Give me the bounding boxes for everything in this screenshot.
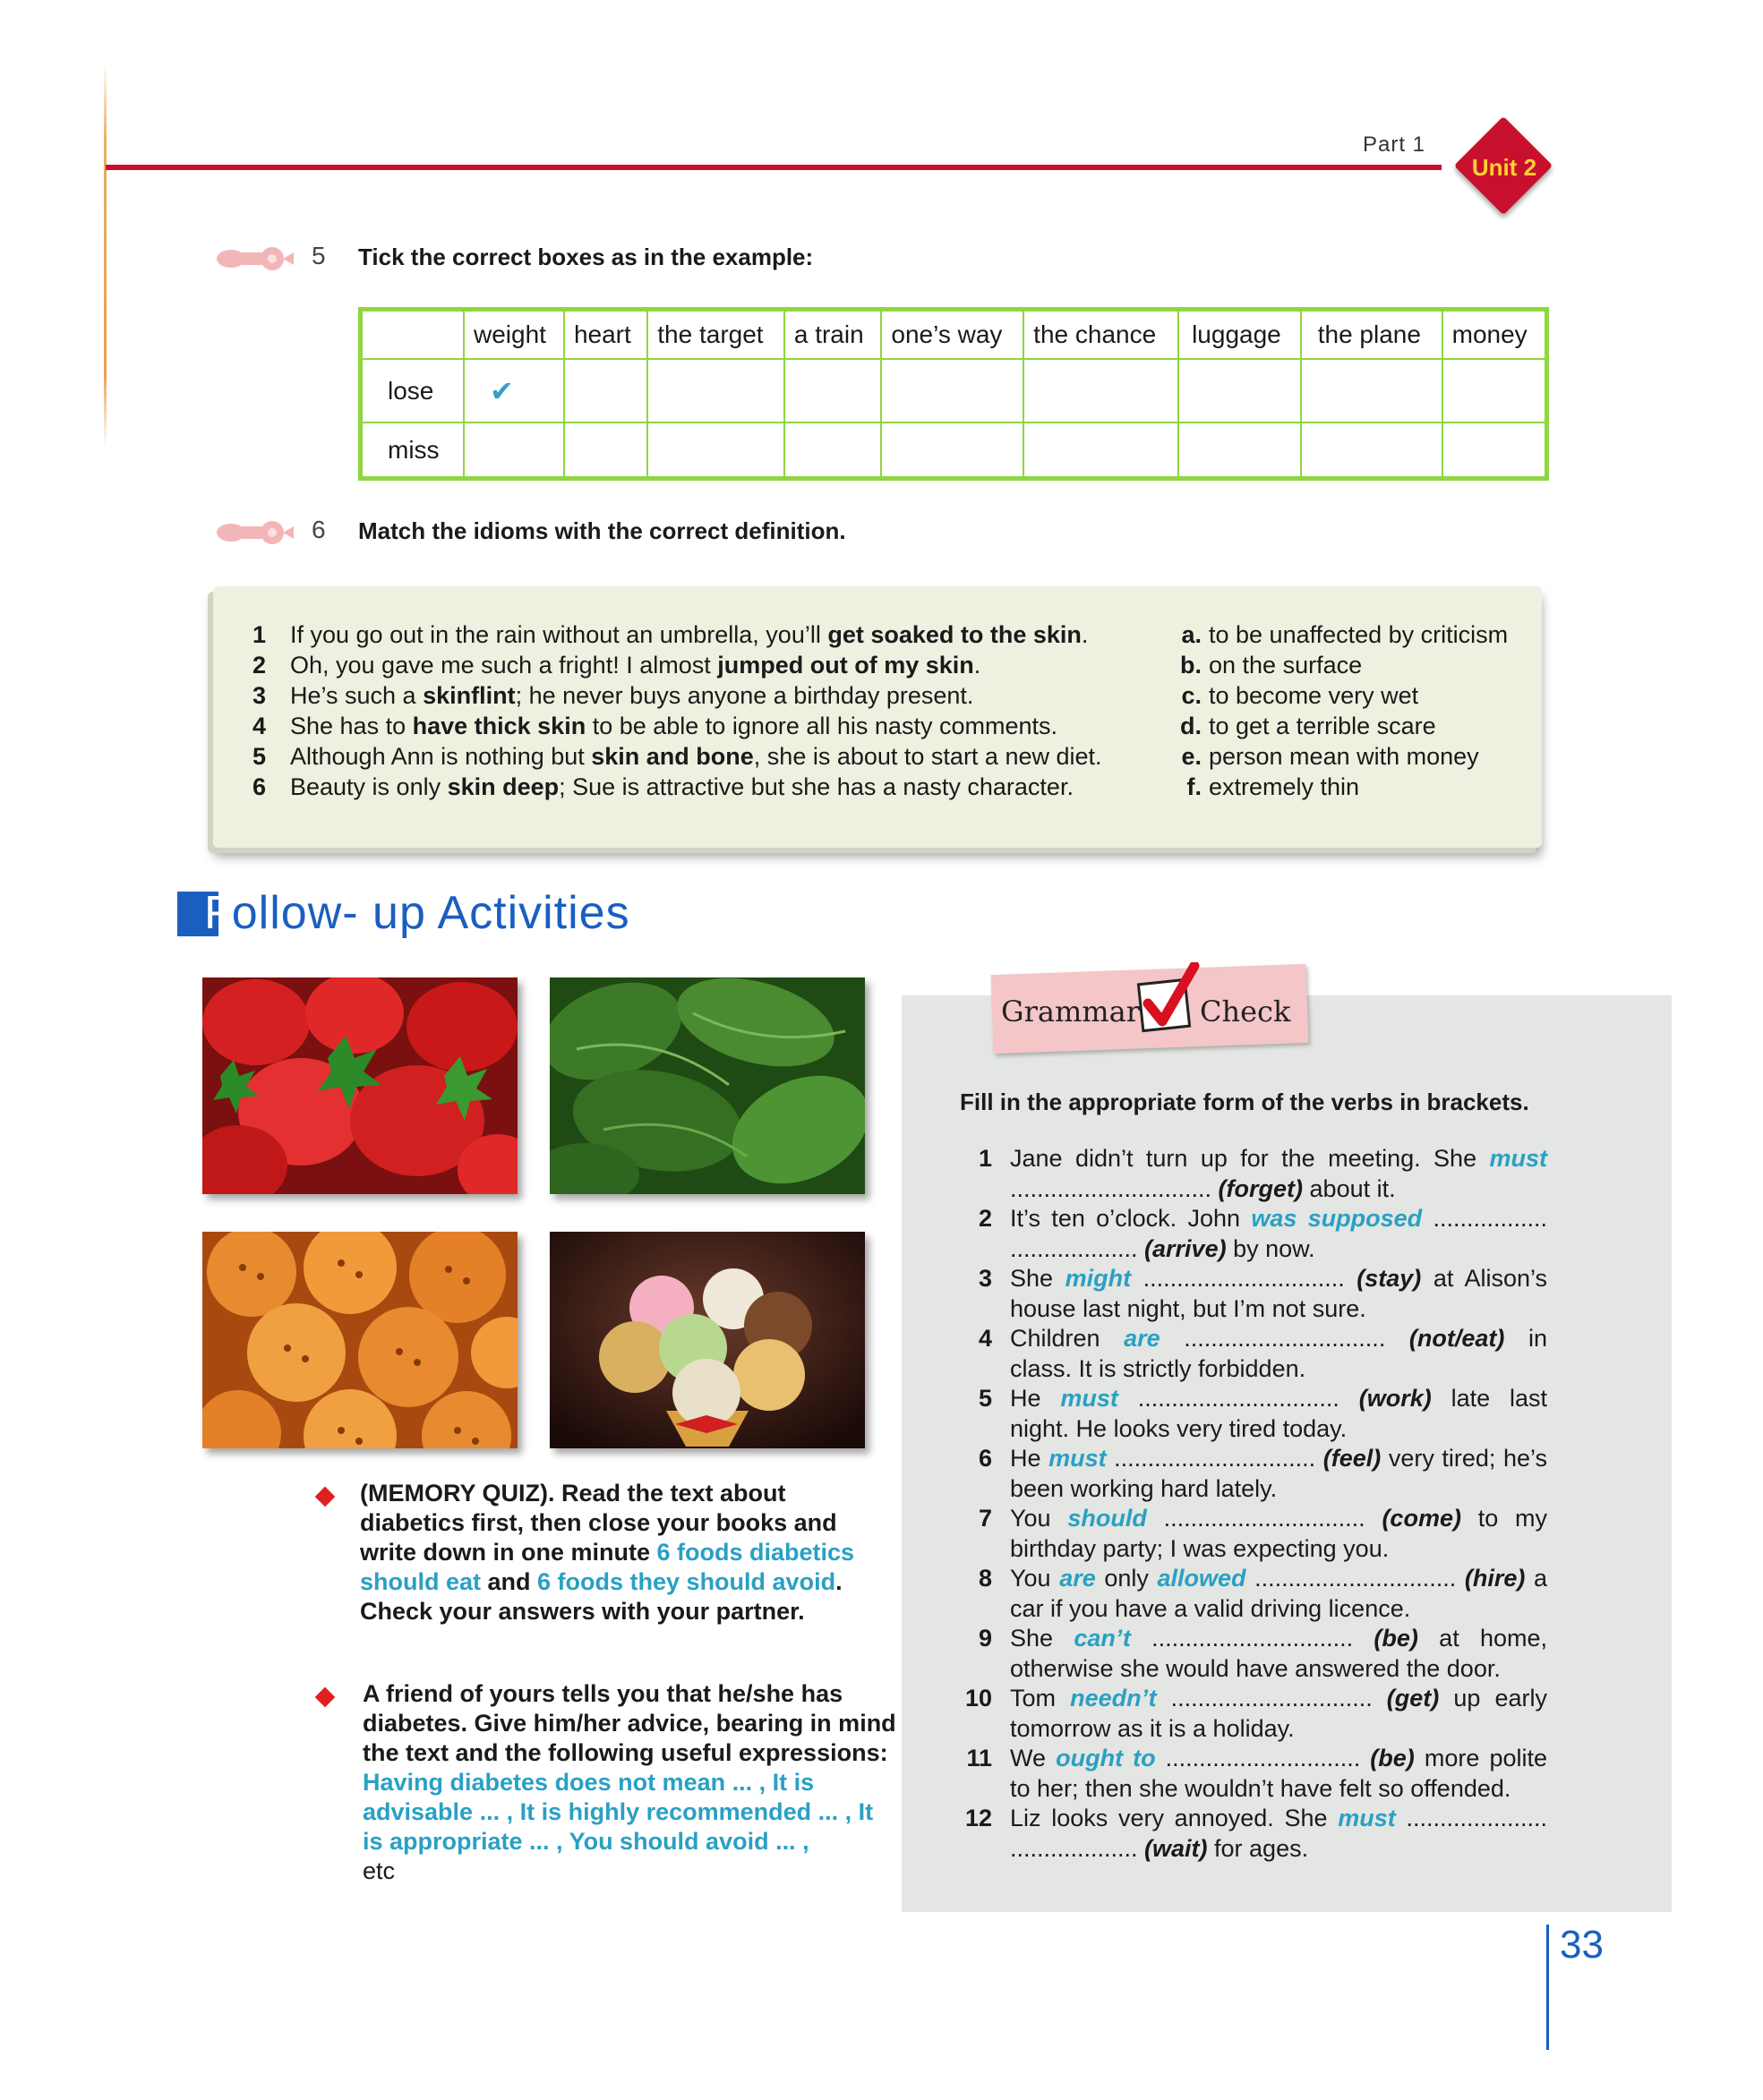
pointer-arrow-icon — [215, 519, 295, 546]
checkbox-cell[interactable] — [464, 423, 564, 477]
idiom-text: Although Ann is nothing but skin and bone, she is about to start a new diet. — [290, 743, 1102, 770]
crackers-photo — [202, 1232, 518, 1448]
column-header: money — [1442, 311, 1545, 359]
checkbox-cell[interactable] — [1301, 359, 1442, 423]
unit-badge — [1454, 116, 1553, 215]
tick-table — [358, 307, 1549, 481]
checkbox-cell[interactable] — [881, 359, 1023, 423]
idiom-number: 2 — [252, 652, 267, 679]
exercise-instruction: Match the idioms with the correct definition. — [358, 517, 846, 544]
definition-letter: e. — [1181, 743, 1202, 770]
definition-text: on the surface — [1209, 652, 1363, 679]
pointer-arrow-icon — [215, 245, 295, 272]
unit-label: Unit 2 — [1471, 154, 1537, 181]
page-number-rule — [1546, 1925, 1549, 2050]
checkbox-cell[interactable] — [1178, 359, 1301, 423]
checkmark-icon — [1135, 962, 1200, 1039]
list-item: 10 Tom needn’t .............................. (get) up early tomorrow as it is a holiday. — [964, 1685, 1547, 1742]
exercise-instruction: Tick the correct boxes as in the example: — [358, 243, 814, 270]
grammar-instruction: Fill in the appropriate form of the verbs in brackets. — [960, 1088, 1529, 1115]
idiom-text: Oh, you gave me such a fright! I almost jumped out of my skin. — [290, 652, 981, 679]
column-header: the chance — [1023, 311, 1178, 359]
checkbox-cell[interactable] — [881, 423, 1023, 477]
column-header: a train — [784, 311, 882, 359]
definition-letter: f. — [1186, 773, 1202, 800]
definition-letter: b. — [1180, 652, 1202, 679]
idiom-number: 4 — [252, 713, 267, 739]
table-corner-cell — [362, 311, 464, 359]
checkbox-cell[interactable] — [1301, 423, 1442, 477]
idiom-number: 3 — [252, 682, 267, 709]
column-header: luggage — [1178, 311, 1301, 359]
definition-text: person mean with money — [1209, 743, 1479, 770]
section-title: Follow- up Activities — [204, 887, 630, 939]
header-rule — [106, 165, 1442, 170]
checkbox-cell[interactable] — [564, 359, 647, 423]
checkbox-cell[interactable] — [464, 359, 564, 423]
definition-text: to get a terrible scare — [1209, 713, 1436, 739]
definition-text: to become very wet — [1209, 682, 1419, 709]
exercise-number: 6 — [312, 516, 326, 543]
memory-quiz-bullet: (MEMORY QUIZ). Read the text about diabetics first, then close your books and write down in one minute 6 foods diabetics should eat and 6 foods they should avoid. Check your answers with your partner. — [360, 1480, 855, 1625]
idiom-number: 1 — [252, 621, 267, 648]
exercise-5-heading — [215, 240, 1379, 276]
row-label: lose — [362, 359, 464, 423]
ice-cream-photo — [550, 1232, 865, 1448]
tick-icon: ✔ — [490, 374, 514, 407]
column-header: the plane — [1301, 311, 1442, 359]
checkbox-cell[interactable] — [784, 423, 882, 477]
bullet-diamond-icon — [315, 1487, 336, 1507]
list-item: 1 Jane didn’t turn up for the meeting. She must .............................. (forget) about it. — [978, 1145, 1547, 1202]
badge-grammar-label: Grammar — [1001, 995, 1140, 1029]
idiom-text: She has to have thick skin to be able to ignore all his nasty comments. — [290, 713, 1057, 739]
spinach-photo — [550, 977, 865, 1194]
checkbox-cell[interactable] — [647, 359, 784, 423]
column-header: the target — [647, 311, 784, 359]
definition-text: extremely thin — [1209, 773, 1360, 800]
column-header: one’s way — [881, 311, 1023, 359]
list-item: 9 She can’t .............................. (be) at home, otherwise she would have answered the door. — [978, 1625, 1547, 1682]
grammar-check-badge — [992, 962, 1307, 1052]
list-item: 5 He must .............................. (work) late last night. He looks very tired today. — [978, 1385, 1547, 1442]
checkbox-cell[interactable] — [784, 359, 882, 423]
checkbox-cell[interactable] — [1442, 423, 1545, 477]
strawberries-photo — [202, 977, 518, 1194]
idiom-number: 5 — [252, 743, 267, 770]
checkbox-cell[interactable] — [1023, 359, 1178, 423]
definition-text: to be unaffected by criticism — [1209, 621, 1509, 648]
checkbox-cell[interactable] — [1442, 359, 1545, 423]
column-header: weight — [464, 311, 564, 359]
idioms-box — [213, 586, 1542, 848]
checkbox-cell[interactable] — [564, 423, 647, 477]
idiom-text: He’s such a skinflint; he never buys anyone a birthday present. — [290, 682, 974, 709]
list-item: 4 Children are .............................. (not/eat) in class. It is strictly forbidden. — [978, 1325, 1547, 1382]
idiom-text: Beauty is only skin deep; Sue is attractive but she has a nasty character. — [290, 773, 1074, 800]
checkbox-cell[interactable] — [1023, 423, 1178, 477]
idiom-number: 6 — [252, 773, 267, 800]
part-label: Part 1 — [1363, 132, 1426, 157]
list-item: 8 You are only allowed .............................. (hire) a car if you have a valid driving licence. — [978, 1565, 1547, 1622]
table-row — [362, 423, 1545, 477]
definition-letter: c. — [1181, 682, 1202, 709]
advice-bullet: A friend of yours tells you that he/she has diabetes. Give him/her advice, bearing in mind the text and the following useful expressions: Having diabetes does not mean ... , It is advisable ... , It is highly recommended ... , It is appropriate ... , You should avoid ... , etc — [363, 1680, 896, 1884]
list-item: 12 Liz looks very annoyed. She must ..................... ................... (wait) for ages. — [964, 1805, 1547, 1862]
margin-rule — [104, 63, 107, 448]
list-item: 3 She might .............................. (stay) at Alison’s house last night, but I’m not sure. — [978, 1265, 1548, 1322]
list-item: 2 It’s ten o’clock. John was supposed ................. ................... (arrive) by now. — [978, 1205, 1547, 1262]
exercise-6-heading — [215, 514, 1379, 550]
list-item: 7 You should .............................. (come) to my birthday party; I was expecting you. — [978, 1505, 1548, 1562]
row-label: miss — [362, 423, 464, 477]
bullet-diamond-icon — [315, 1687, 336, 1708]
column-header: heart — [564, 311, 647, 359]
table-row — [362, 359, 1545, 423]
table-header-row — [362, 311, 1545, 359]
idiom-text: If you go out in the rain without an umbrella, you’ll get soaked to the skin. — [290, 621, 1089, 648]
badge-check-label: Check — [1200, 995, 1291, 1029]
list-item: 11 We ought to ............................. (be) more polite to her; then she wouldn’t have felt so offended. — [966, 1745, 1547, 1802]
definition-letter: d. — [1180, 713, 1202, 739]
page-number: 33 — [1560, 1923, 1604, 1967]
list-item: 6 He must .............................. (feel) very tired; he’s been working hard lately. — [978, 1445, 1547, 1502]
checkbox-cell[interactable] — [1178, 423, 1301, 477]
grammar-items — [960, 1144, 1547, 1864]
checkbox-cell[interactable] — [647, 423, 784, 477]
exercise-number: 5 — [312, 242, 326, 269]
definition-letter: a. — [1181, 621, 1202, 648]
